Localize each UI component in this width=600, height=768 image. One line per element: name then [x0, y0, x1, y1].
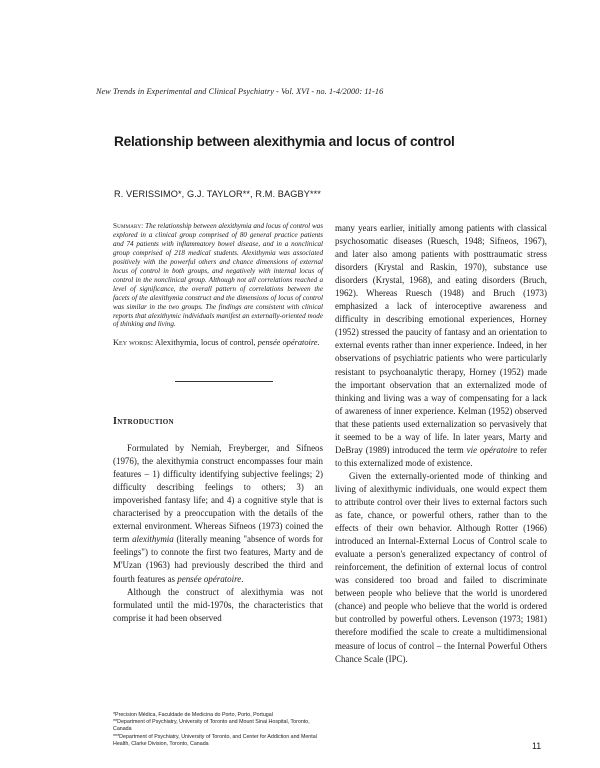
intro-paragraph-1: Formulated by Nemiah, Freyberger, and Sifneos (1976), the alexithymia construct encompasses four main features – 1) difficulty identifying subjective feelings; 2) difficulty describing feelings to others; 3) an impoverished fantasy life; and 4) a cognitive style that is characterised by a preoccupation with the details of the external environment. Whereas Sifneos (1973) coined the term alexithymia (literally meaning "absence of words for feelings") to connote the first two features, Marty and de M'Uzan (1963) had previously described the third and fourth features as pensée opératoire. [113, 443, 323, 584]
right-p1-text-a: many years earlier, initially among patients with classical psychosomatic diseases (Ruesch, 1948; Sifneos, 1967), and later also among patients with posttraumatic stress disorders (Krystal and Raskin, 1970), substance use disorders (Krystal, 1968), and eating disorders (Bruch, 1962). Whereas Ruesch (1948) and Bruch (1973) emphasized a lack of interoceptive awareness and difficulty in describing emotional experiences, Horney (1952) stressed the paucity of fantasy and an orientation to external events rather than inner experience. Indeed, in her observations of psychiatric patients who were particularly resistant to psychoanalytic therapy, Horney (1952) made the important observation that an externalized mode of thinking and living was a way of compensating for a lack of awareness of inner experience. Kelman (1952) observed that these patients used externalization so pervasively that it seemed to be a way of life. In later years, Marty and DeBray (1989) introduced the term [335, 223, 547, 455]
right-paragraph-1 [335, 222, 547, 470]
right-column [335, 222, 547, 666]
keywords-text: Alexithymia, locus of control, [154, 338, 256, 348]
article-title: Relationship between alexithymia and locus of control [114, 134, 455, 149]
intro-p1-text-b: (literally meaning "absence of words for feelings") to connote the first two features, Marty and de M'Uzan (1963) had previously described the third and fourth features as [113, 534, 323, 584]
intro-paragraph-2: Although the construct of alexithymia was not formulated until the mid-1970s, the characteristics that comprise it had been observed [113, 586, 323, 623]
introduction-heading: Introduction [113, 416, 174, 428]
summary-label: Summary: [113, 222, 144, 230]
footnote-2: **Department of Psychiatry, University of Toronto and Mount Sinai Hospital, Toronto, Canada [113, 719, 310, 733]
right-paragraph-2: Given the externally-oriented mode of thinking and living of alexithymic individuals, one would expect them to attribute control over their lives to external factors such as fate, chance, or powerful others, rather than to the effects of their own behavior. Although Rotter (1966) introduced an Internal-External Locus of Control scale to evaluate a person's generalized expectancy of control of reinforcement, the definition of external locus of control was considered too broad and failed to discriminate between people who believe that the world is unordered (chance) and people who believe that the world is ordered but controlled by powerful others. Levenson (1973; 1981) therefore modified the scale to create a multidimensional measure of locus of control – the Internal Powerful Others Chance Scale (IPC). [335, 470, 547, 664]
right-p1-text-b: to refer to this externalized mode of existence. [335, 444, 547, 468]
summary-abstract [113, 222, 323, 329]
summary-text: The relationship between alexithymia and locus of control was explored in a clinical group comprised of 80 general practice patients and 74 patients with inflammatory bowel disease, and in a nonclinical group comprised of 218 medical students. Alexithymia was associated positively with the powerful others and chance dimensions of external locus of control in both groups, and negatively with internal locus of control in the nonclinical group. Although not all correlations reached a level of significance, the overall pattern of correlations between the facets of the alexithymia construct and the dimensions of locus of control was similar in the two groups. The findings are consistent with clinical reports that alexithymic individuals manifest an externally-oriented mode of thinking and living. [113, 222, 323, 329]
page-number: 11 [532, 741, 542, 751]
keywords-label: Key words: [113, 338, 154, 348]
right-p1-italic: vie opératoire [466, 444, 518, 455]
footnote-3: ***Department of Psychiatry, University of Toronto, and Center for Addiction and Mental Health, Clarke Division, Toronto, Canada [113, 733, 317, 747]
running-head: New Trends in Experimental and Clinical Psychiatry - Vol. XVI - no. 1-4/2000: 11-16 [96, 87, 384, 96]
left-column [113, 222, 323, 625]
section-divider [175, 381, 273, 382]
intro-p1-italic-2: pensée opératoire [177, 573, 242, 584]
footnote-1: *Precision Médica, Faculdade de Medicina do Porto, Porto, Portugal [113, 712, 273, 718]
keywords-italic: pensée opératoire. [257, 338, 320, 348]
footnotes [113, 712, 328, 748]
author-list: R. VERISSIMO*, G.J. TAYLOR**, R.M. BAGBY*** [114, 189, 321, 199]
intro-p1-italic: alexithymia [132, 534, 174, 545]
intro-p1-text-a: Formulated by Nemiah, Freyberger, and Sifneos (1976), the alexithymia construct encompasses four main features – 1) difficulty identifying subjective feelings; 2) difficulty describing feelings to others; 3) an impoverished fantasy life; and 4) a cognitive style that is characterised by a preoccupation with the details of the external environment. Whereas Sifneos (1973) coined the term [113, 443, 323, 545]
keywords [113, 338, 323, 349]
